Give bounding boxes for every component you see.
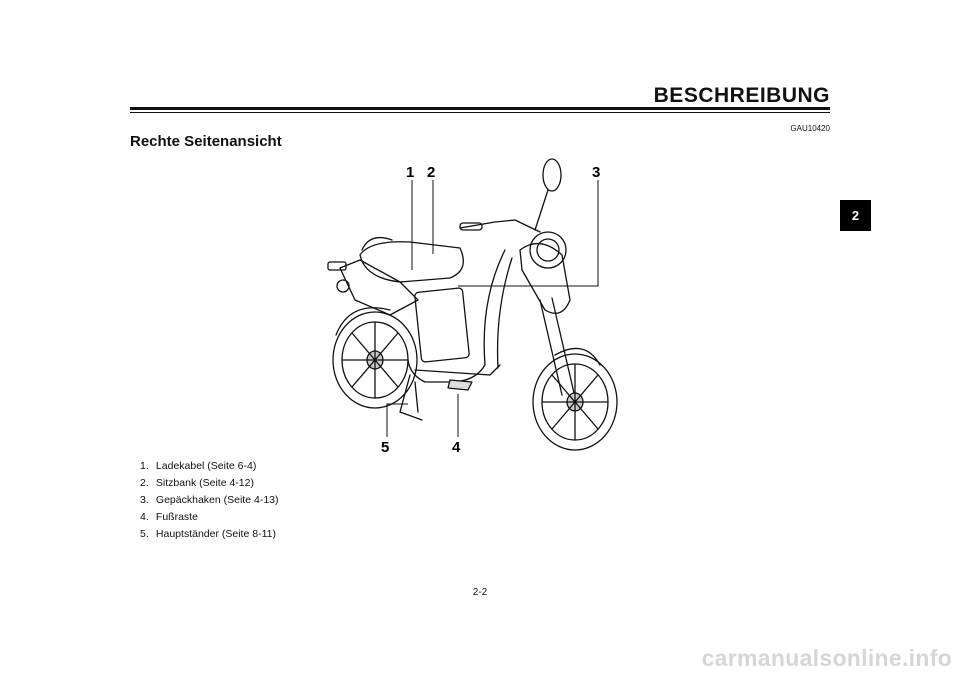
legend-item xyxy=(140,492,279,509)
legend-item xyxy=(140,475,279,492)
main-stand xyxy=(400,375,422,420)
legend-num: 3. xyxy=(140,494,149,506)
header-rule-thick xyxy=(130,107,830,110)
header-title: BESCHREIBUNG xyxy=(653,84,830,107)
legend-text: Fußraste xyxy=(155,511,198,523)
mirror xyxy=(543,159,561,191)
footrest xyxy=(448,380,472,390)
document-code: GAU10420 xyxy=(790,124,830,133)
footboard xyxy=(415,365,500,375)
scooter-illustration xyxy=(300,150,640,460)
legend-text: Gepäckhaken (Seite 4-13) xyxy=(155,494,279,506)
header-rule-thin xyxy=(130,112,830,113)
legend-text: Hauptständer (Seite 8-11) xyxy=(155,528,276,540)
page-number: 2-2 xyxy=(472,587,488,598)
front-wheel xyxy=(533,348,617,450)
parts-legend xyxy=(140,458,279,543)
legend-num: 5. xyxy=(140,528,149,540)
callout-2: 2 xyxy=(427,164,436,181)
rear-body xyxy=(340,260,418,315)
front-shield xyxy=(520,244,570,314)
legend-item xyxy=(140,458,279,475)
battery xyxy=(414,288,469,363)
frame xyxy=(408,250,505,382)
watermark: carmanualsonline.info xyxy=(701,645,952,671)
legend-num: 2. xyxy=(140,477,149,489)
chapter-tab[interactable]: 2 xyxy=(840,200,871,231)
callout-5: 5 xyxy=(381,439,390,456)
callout-1: 1 xyxy=(406,164,415,181)
legend-item xyxy=(140,526,279,543)
callout-4: 4 xyxy=(452,439,461,456)
legend-num: 1. xyxy=(140,460,149,472)
section-title: Rechte Seitenansicht xyxy=(130,133,282,150)
legend-num: 4. xyxy=(140,511,149,523)
callout-3: 3 xyxy=(592,164,601,181)
rear-wheel xyxy=(333,308,417,408)
legend-item xyxy=(140,509,279,526)
legend-text: Sitzbank (Seite 4-12) xyxy=(155,477,254,489)
headlight xyxy=(530,232,566,268)
legend-text: Ladekabel (Seite 6-4) xyxy=(155,460,257,472)
mirror-stem xyxy=(535,190,548,230)
